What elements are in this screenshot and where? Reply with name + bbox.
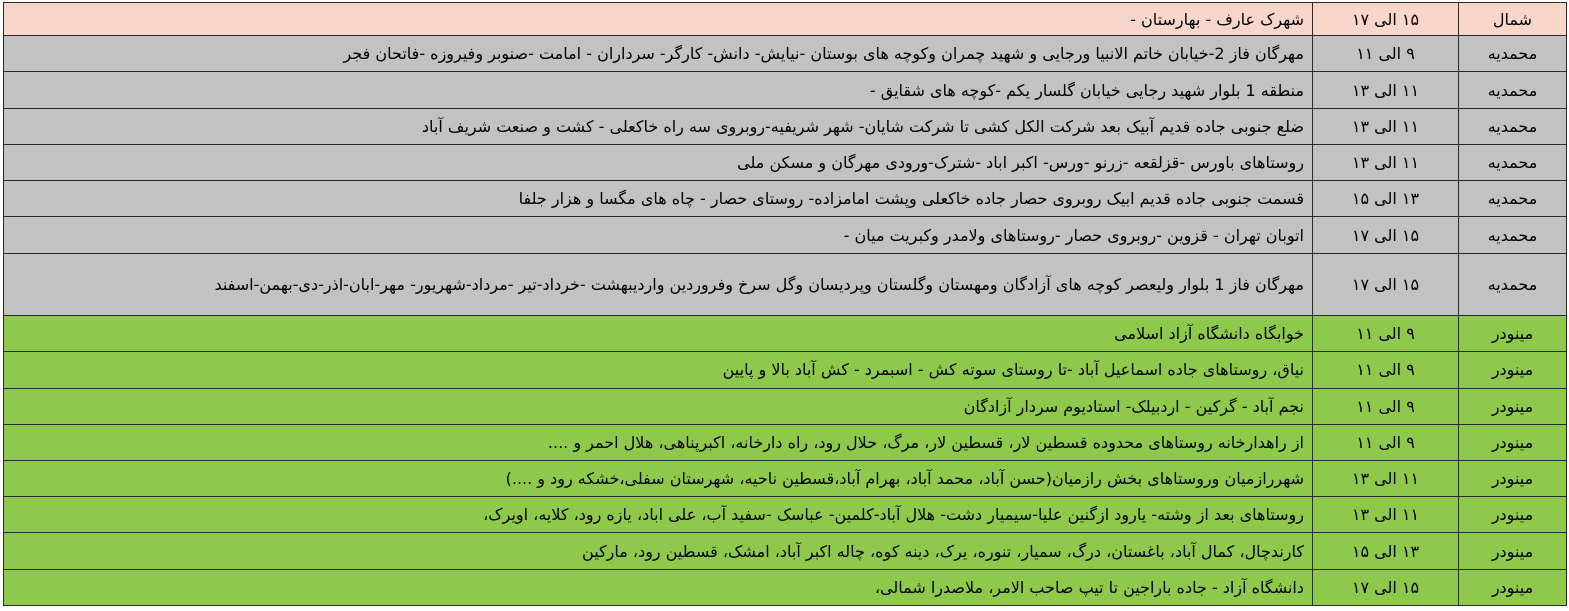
locations-cell: شهررازمیان وروستاهای بخش رازمیان(حسن آباد، محمد آباد، بهرام آباد،قسطین ناحیه، شهرستان سفلی،خشکه رود و ....) [4, 460, 1313, 496]
area-cell: مینودر [1459, 533, 1567, 569]
locations-cell: مهرگان فاز 1 بلوار ولیعصر کوچه های آزادگان ومهستان وگلستان وپردیسان وگل سرخ وفروردین واردیبهشت -خرداد-تیر -مرداد-شهریور- مهر-ابان-اذر-دی-بهمن-اسفند [4, 253, 1313, 315]
locations-cell: شهرک عارف - بهارستان - [4, 3, 1313, 36]
time-cell: ۱۱ الی ۱۳ [1313, 460, 1459, 496]
table-row [4, 36, 1567, 72]
table-row [4, 424, 1567, 460]
time-cell: ۹ الی ۱۱ [1313, 388, 1459, 424]
area-cell: مینودر [1459, 424, 1567, 460]
locations-cell: روستاهای بعد از وشته- یارود ازگنین علیا-سیمیار دشت- هلال آباد-کلمین- عباسک -سفید آب، علی اباد، یازه رود، کلایه، اویرک، [4, 497, 1313, 533]
locations-cell: مهرگان فاز 2-خیابان خاتم الانبیا ورجایی و شهید چمران وکوچه های بوستان -نیایش- دانش- کارگر- سرداران - امامت -صنوبر وفیروزه -فاتحان فجر [4, 36, 1313, 72]
locations-cell: از راهدارخانه روستاهای محدوده قسطین لار، قسطین لار، مرگ، حلال رود، راه دارخانه، اکبرپناهی، هلال احمر و .... [4, 424, 1313, 460]
area-cell: محمدیه [1459, 253, 1567, 315]
outage-schedule-table [3, 2, 1567, 606]
area-cell: مینودر [1459, 497, 1567, 533]
time-cell: ۱۵ الی ۱۷ [1313, 3, 1459, 36]
locations-cell: اتوبان تهران - قزوین -روبروی حصار -روستاهای ولامدر وکبریت میان - [4, 217, 1313, 253]
area-cell: شمال [1459, 3, 1567, 36]
area-cell: مینودر [1459, 569, 1567, 605]
table-row [4, 217, 1567, 253]
locations-cell: ضلع جنوبی جاده قدیم آبیک بعد شرکت الکل کشی تا شرکت شایان- شهر شریفیه-روبروی سه راه خاکعلی - کشت و صنعت شریف آباد [4, 108, 1313, 144]
area-cell: محمدیه [1459, 144, 1567, 180]
locations-cell: نجم آباد - گرکین - اردبیلک- استادیوم سردار آزادگان [4, 388, 1313, 424]
time-cell: ۱۱ الی ۱۳ [1313, 72, 1459, 108]
locations-cell: دانشگاه آزاد - جاده باراجین تا تیپ صاحب الامر، ملاصدرا شمالی، [4, 569, 1313, 605]
time-cell: ۹ الی ۱۱ [1313, 36, 1459, 72]
locations-cell: منطقه 1 بلوار شهید رجایی خیابان گلسار یکم -کوچه های شقایق - [4, 72, 1313, 108]
time-cell: ۱۱ الی ۱۳ [1313, 497, 1459, 533]
table-row [4, 388, 1567, 424]
time-cell: ۹ الی ۱۱ [1313, 316, 1459, 352]
area-cell: محمدیه [1459, 72, 1567, 108]
locations-cell: روستاهای باورس -قزلقعه -زرنو -ورس- اکبر اباد -شترک-ورودی مهرگان و مسکن ملی [4, 144, 1313, 180]
time-cell: ۱۵ الی ۱۷ [1313, 217, 1459, 253]
time-cell: ۱۵ الی ۱۷ [1313, 253, 1459, 315]
table-row [4, 460, 1567, 496]
area-cell: محمدیه [1459, 36, 1567, 72]
table-row [4, 181, 1567, 217]
area-cell: مینودر [1459, 352, 1567, 388]
table-row [4, 316, 1567, 352]
area-cell: مینودر [1459, 388, 1567, 424]
table-row [4, 253, 1567, 315]
area-cell: مینودر [1459, 316, 1567, 352]
time-cell: ۱۱ الی ۱۳ [1313, 108, 1459, 144]
time-cell: ۹ الی ۱۱ [1313, 424, 1459, 460]
locations-cell: قسمت جنوبی جاده قدیم ابیک روبروی حصار جاده خاکعلی وپشت امامزاده- روستای حصار - چاه های مگسا و هزار جلفا [4, 181, 1313, 217]
table-row [4, 352, 1567, 388]
locations-cell: خوابگاه دانشگاه آزاد اسلامی [4, 316, 1313, 352]
area-cell: مینودر [1459, 460, 1567, 496]
locations-cell: کارندچال، کمال آباد، باغستان، درگ، سمیار، تنوره، یرک، دینه کوه، چاله اکبر آباد، امشک، قسطین رود، مارکین [4, 533, 1313, 569]
table-row [4, 108, 1567, 144]
time-cell: ۹ الی ۱۱ [1313, 352, 1459, 388]
time-cell: ۱۳ الی ۱۵ [1313, 181, 1459, 217]
table-row [4, 72, 1567, 108]
table-row [4, 569, 1567, 605]
time-cell: ۱۳ الی ۱۵ [1313, 533, 1459, 569]
locations-cell: نیاق، روستاهای جاده اسماعیل آباد -تا روستای سوته کش - اسبمرد - کش آباد بالا و پایین [4, 352, 1313, 388]
time-cell: ۱۵ الی ۱۷ [1313, 569, 1459, 605]
table-row [4, 3, 1567, 36]
area-cell: محمدیه [1459, 181, 1567, 217]
area-cell: محمدیه [1459, 108, 1567, 144]
area-cell: محمدیه [1459, 217, 1567, 253]
table-row [4, 533, 1567, 569]
table-row [4, 144, 1567, 180]
table-row [4, 497, 1567, 533]
time-cell: ۱۱ الی ۱۳ [1313, 144, 1459, 180]
